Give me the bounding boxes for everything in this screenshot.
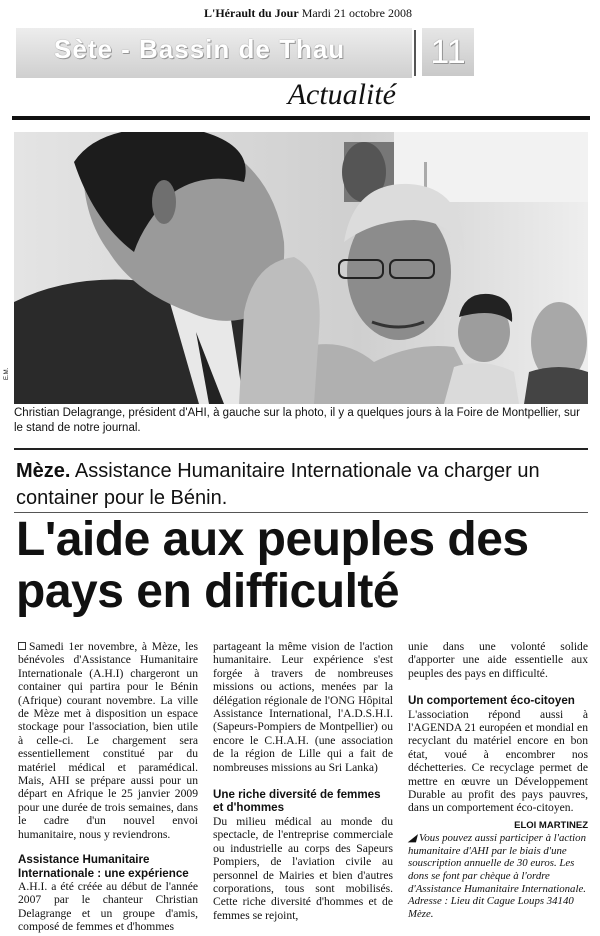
column-1-paragraph-2: A.H.I. a été créée au début de l'année 2007 par le chanteur Christian Delagrange et un groupe d'amis, composé de femmes et d'hommes	[18, 879, 198, 934]
article-column-1	[18, 640, 198, 934]
publication-name: L'Hérault du Jour	[204, 6, 299, 20]
header-rule	[12, 116, 590, 120]
article-top-rule	[14, 448, 588, 450]
photo-credit: E.M.	[4, 367, 10, 380]
article-column-2	[213, 640, 393, 922]
article-headline: L'aide aux peuples des pays en difficulté	[16, 513, 529, 618]
subheading-diversity: Une riche diversité de femmes et d'hommes	[213, 788, 381, 815]
article-photo	[14, 132, 588, 404]
column-1-paragraph-1: Samedi 1er novembre, à Mèze, les bénévoles d'Assistance Humanitaire Internationale (A.H.I) chargeront un container qui partira pour le Bénin (Afrique) courant novembre. La ville de Mèze met à disposition un espace stockage pour l'association, bien utile à celle-ci. Le chargement sera essentiellement constitué par du matériel médical et paramédical. Mais, AHI se prépare aussi pour un départ en Afrique le 25 janvier 2009 pour une durée de trois semaines, dans le cadre d'un nouvel envoi humanitaire, nous y reviendrons.	[18, 640, 198, 841]
photo-caption: Christian Delagrange, président d'AHI, à gauche sur la photo, il y a quelques jours à la Foire de Montpellier, sur le stand de notre journal.	[14, 407, 581, 434]
bullet-icon	[18, 642, 26, 650]
publication-line	[0, 6, 412, 21]
article-kicker	[16, 458, 588, 512]
column-2-paragraph-2: Du milieu médical au monde du spectacle, de l'entreprise commerciale ou industrielle au corps des Sapeurs Pompiers, de l'aviation civile au personnel de Mairies et bien d'autres corporations, tous sont mobilisés. Cette riche diversité d'hommes et de femmes se rejoint,	[213, 814, 393, 922]
article-byline: ELOI MARTINEZ	[514, 819, 588, 831]
photo-illustration	[14, 132, 588, 404]
kicker-text: Assistance Humanitaire Internationale va charger un container pour le Bénin.	[16, 460, 540, 509]
subheading-experience: Assistance Humanitaire Internationale : une expérience	[18, 853, 189, 880]
article-column-3	[408, 640, 588, 920]
section-title: Sète - Bassin de Thau	[54, 34, 346, 64]
kicker-place: Mèze.	[16, 460, 71, 482]
page-number: 11	[422, 28, 474, 76]
subheading-eco-citizen: Un comportement éco-citoyen	[408, 694, 575, 708]
rubric-title: Actualité	[287, 78, 396, 111]
donation-note: ◢ Vous pouvez aussi participer à l'action humanitaire d'AHI par le biais d'une souscription annuelle de 30 euros. Les dons se font par chèque à l'ordre d'Assistance Humanitaire Internationale. Adresse : Lieu dit Cague Loups 34140 Mèze.	[408, 832, 586, 920]
column-2-paragraph-1: partageant la même vision de l'action humanitaire. Leur expérience s'est forgée à travers de nombreuses missions ou actions, menées par la délégation régionale de l'ONG Hôpital Assistance International, l'A.D.S.H.I. (Sapeurs-Pompiers de Montpellier) ou encore le C.H.A.H. (une association de la région de Lille qui a fait de nombreuses missions au Sri Lanka)	[213, 640, 393, 774]
publication-date: Mardi 21 octobre 2008	[301, 6, 412, 20]
column-3-paragraph-1: unie dans une volonté solide d'apporter une aide essentielle aux peuples des pays en difficulté.	[408, 640, 588, 680]
triangle-icon: ◢	[408, 832, 417, 845]
section-divider	[414, 30, 416, 76]
column-3-paragraph-2: L'association répond aussi à l'AGENDA 21 européen et mondial en recyclant du matériel encore en bon état, voué à encombrer nos déchetteries. Ce recyclage permet de mettre en œuvre un Développement Durable au profit des pays pauvres, dans un comportement éco-citoyen.	[408, 707, 588, 815]
